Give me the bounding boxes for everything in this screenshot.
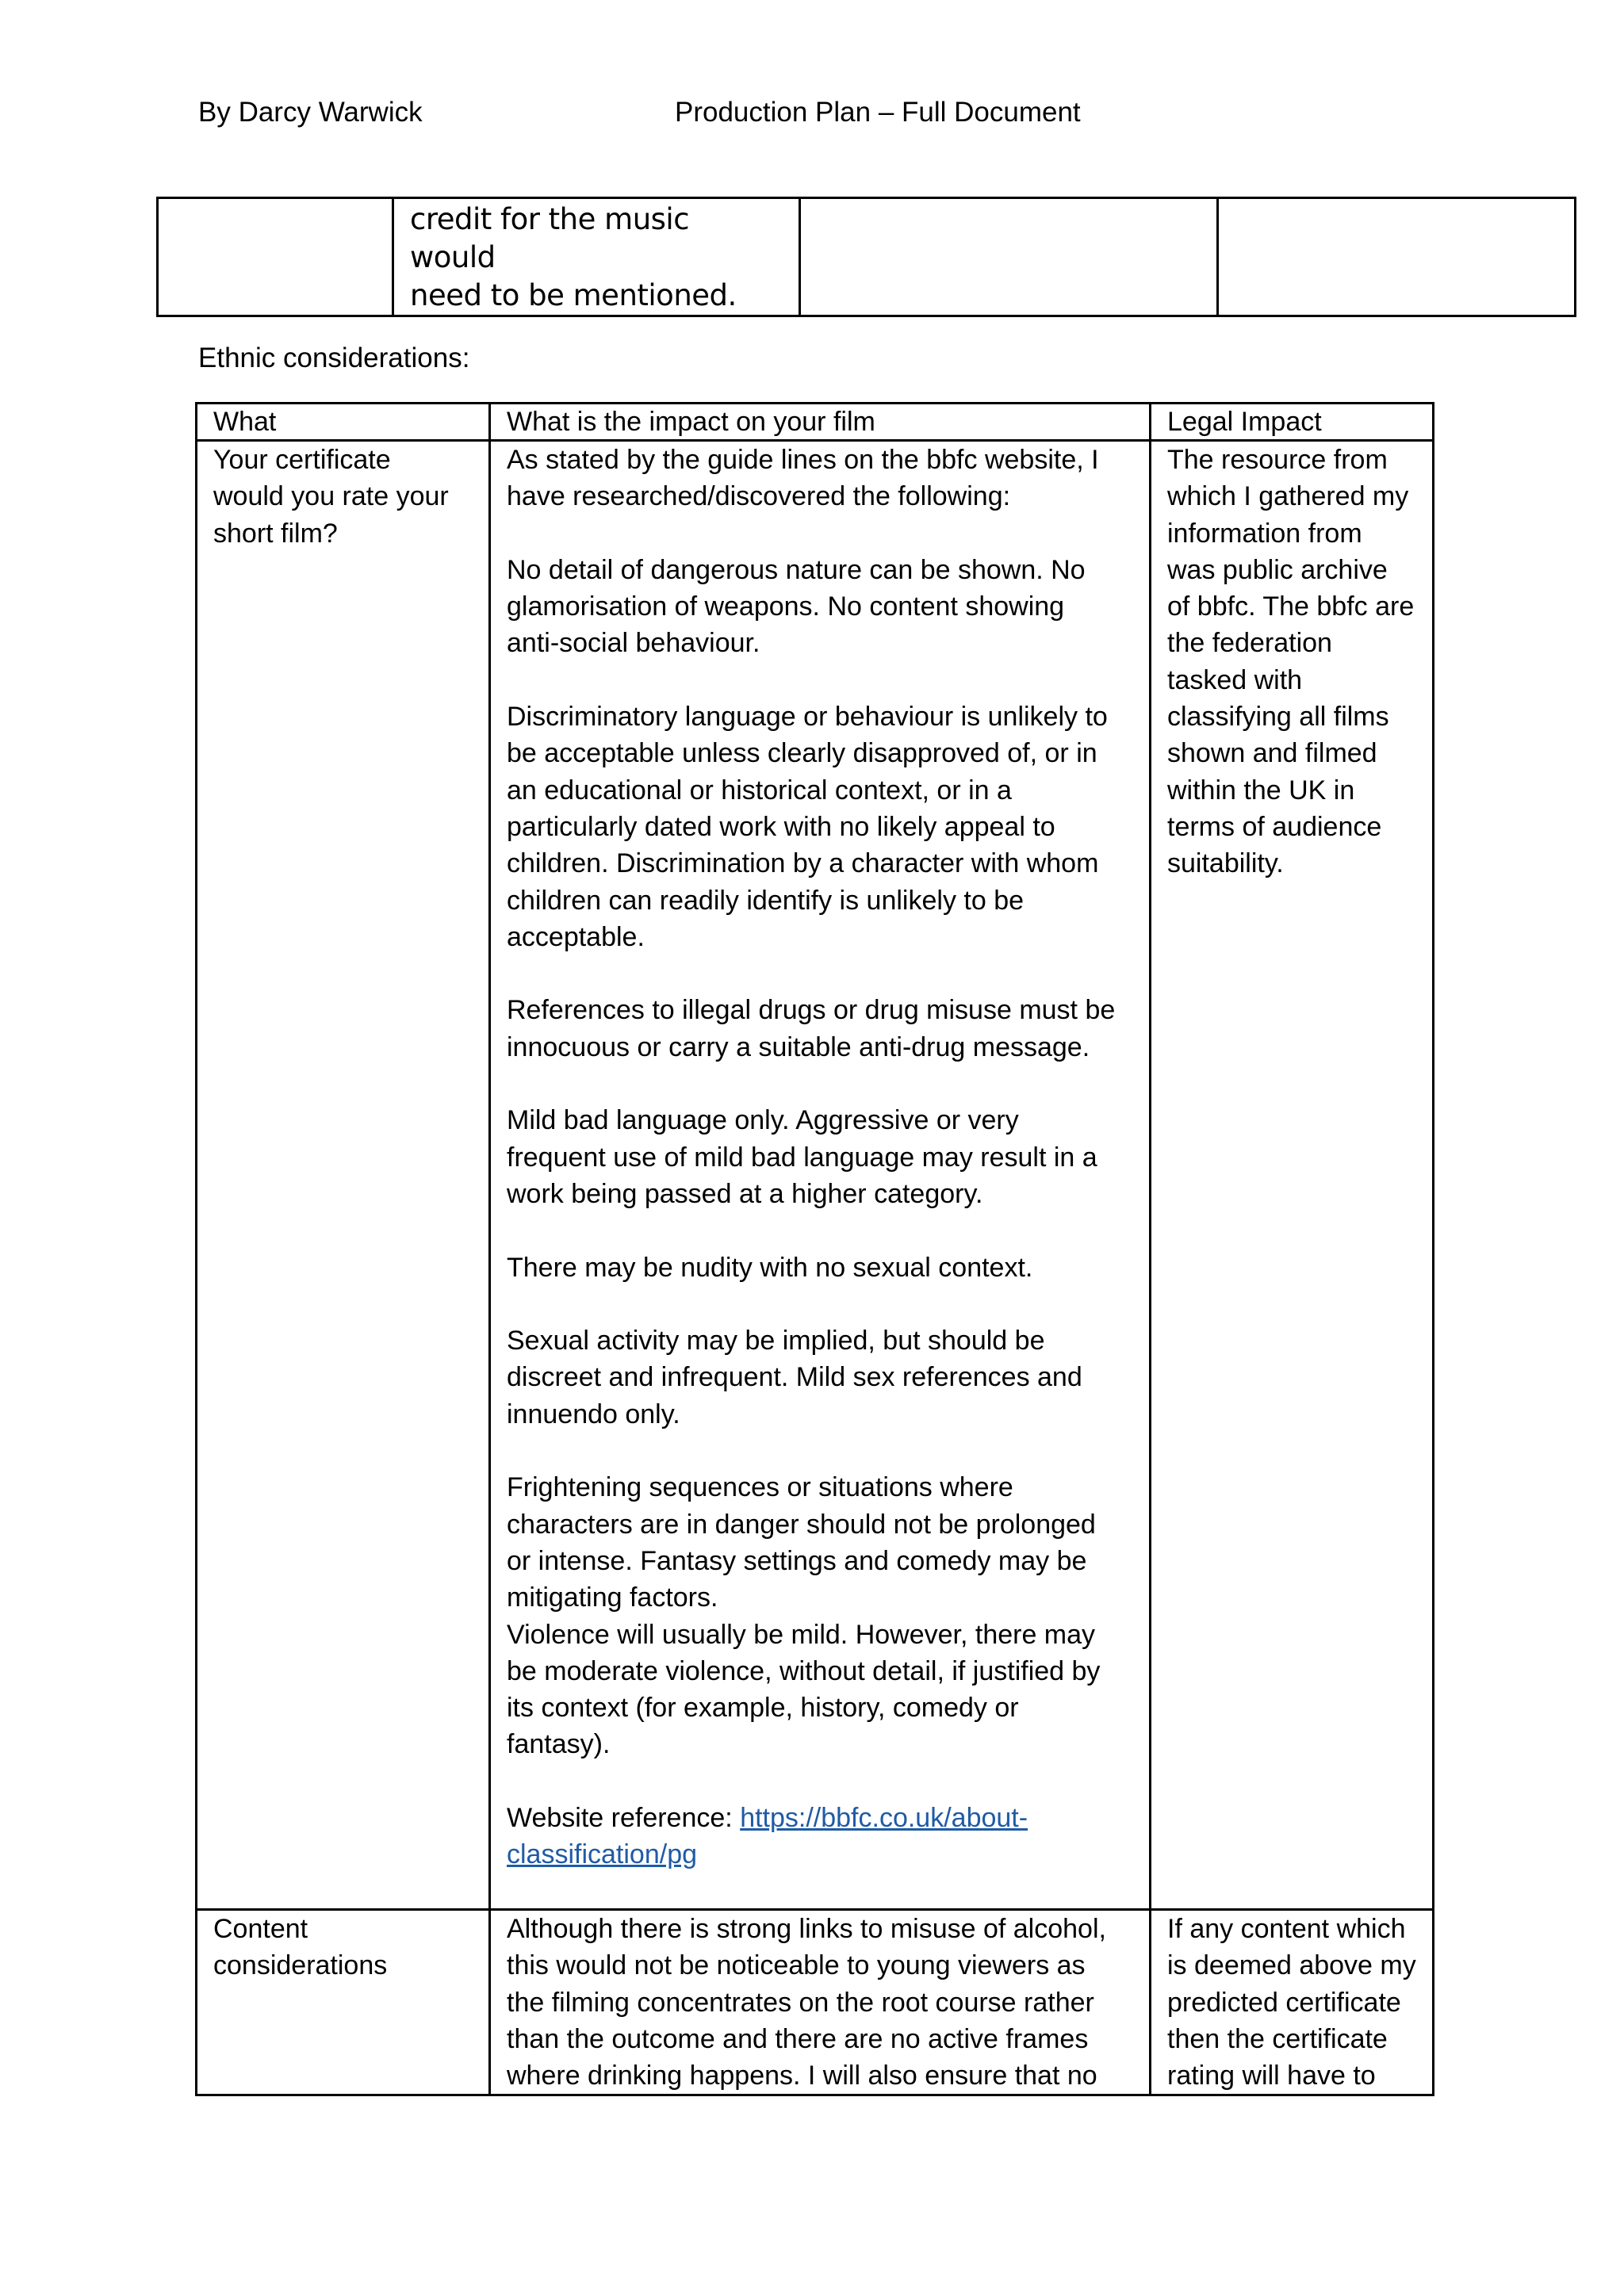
table-cell: [1218, 198, 1576, 316]
impact-paragraph: Discriminatory language or behaviour is unlikely to be acceptable unless clearly disapproved of, or in an educational or historical context, or in a particularly dated work with no likely appeal to children. Discrimination by a character with whom children can readily identify is unlikely to be acceptable.: [507, 702, 1108, 952]
cell-what: Content considerations: [197, 1910, 490, 2095]
table-row: [158, 198, 1576, 316]
bbfc-link[interactable]: https://bbfc.co.uk/about- classification/pg: [507, 1802, 1028, 1870]
column-header-what: What: [197, 404, 490, 441]
website-reference-label: Website reference:: [507, 1802, 741, 1833]
table-header-row: [197, 404, 1434, 441]
table-row: [197, 441, 1434, 1910]
table-cell: [158, 198, 393, 316]
cell-impact: Although there is strong links to misuse of alcohol, this would not be noticeable to young viewers as the filming concentrates on the root course rather than the outcome and there are no active frames where drinking happens. I will also ensure that no: [490, 1910, 1151, 2095]
column-header-legal: Legal Impact: [1151, 404, 1434, 441]
impact-paragraph: Sexual activity may be implied, but should be discreet and infrequent. Mild sex references and innuendo only.: [507, 1326, 1082, 1429]
table-row: [197, 1910, 1434, 2095]
cell-legal: If any content which is deemed above my predicted certificate then the certificate rating will have to: [1151, 1910, 1434, 2095]
column-header-impact: What is the impact on your film: [490, 404, 1151, 441]
impact-paragraph: As stated by the guide lines on the bbfc website, I have researched/discovered the following:: [507, 445, 1099, 512]
cell-what: Your certificate would you rate your short film?: [197, 441, 490, 1910]
header-title: Production Plan – Full Document: [675, 97, 1081, 128]
impact-paragraph: Frightening sequences or situations where characters are in danger should not be prolonged or intense. Fantasy settings and comedy may be mitigating factors. Violence will usually be mild. However, there may be moderate violence, without detail, if justified by its context (for example, history, comedy or fantasy).: [507, 1472, 1101, 1760]
table-cell: [800, 198, 1218, 316]
header-author: By Darcy Warwick: [198, 97, 423, 128]
cell-impact: [490, 441, 1151, 1910]
considerations-table: [195, 402, 1434, 2096]
impact-paragraph: No detail of dangerous nature can be shown. No glamorisation of weapons. No content showing anti-social behaviour.: [507, 554, 1086, 659]
carryover-table: [156, 197, 1576, 317]
table-cell: credit for the music would need to be mentioned.: [393, 198, 800, 316]
cell-legal: The resource from which I gathered my information from was public archive of bbfc. The bbfc are the federation tasked with classifying all films shown and filmed within the UK in terms of audience suitability.: [1151, 441, 1434, 1910]
website-reference: [507, 1800, 1139, 1873]
impact-paragraph: Mild bad language only. Aggressive or very frequent use of mild bad language may result in a work being passed at a higher category.: [507, 1105, 1097, 1209]
impact-paragraph: References to illegal drugs or drug misuse must be innocuous or carry a suitable anti-drug message.: [507, 995, 1116, 1062]
section-heading: Ethnic considerations:: [198, 342, 470, 373]
impact-paragraph: There may be nudity with no sexual context.: [507, 1252, 1033, 1283]
